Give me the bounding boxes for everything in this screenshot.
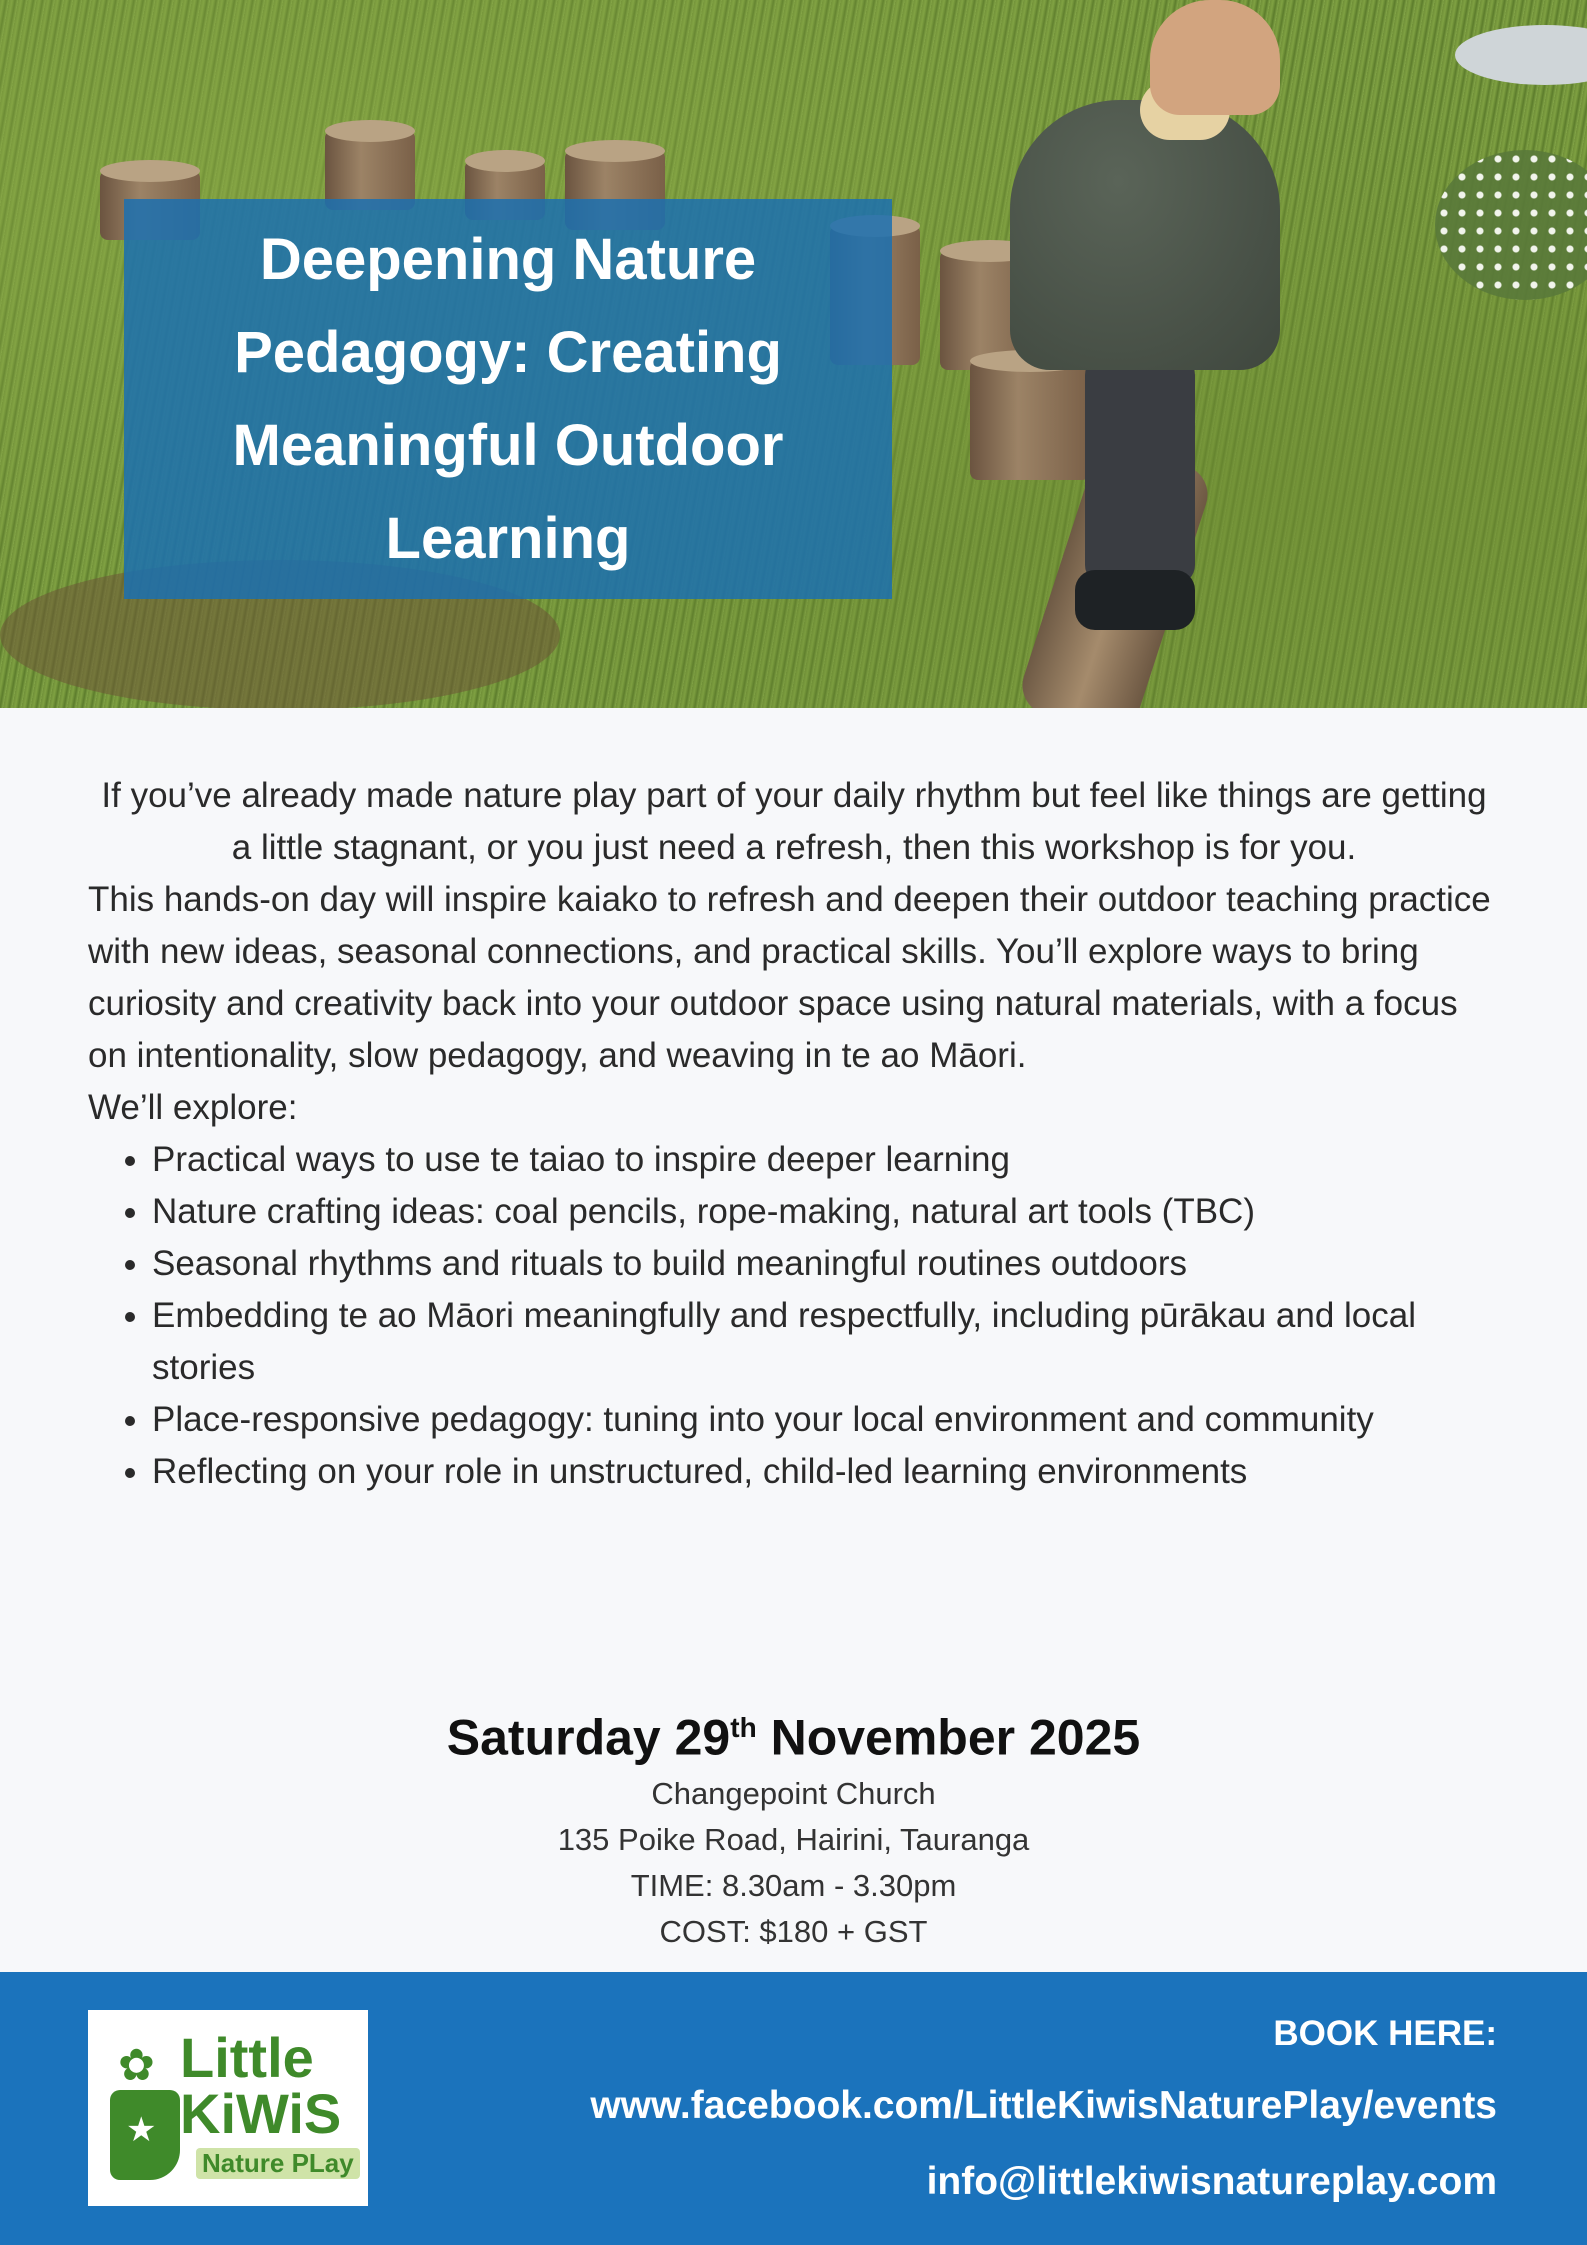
footer [0,1972,1587,2245]
event-time: TIME: 8.30am - 3.30pm [630,1867,957,1903]
sprout-icon: ✿ [118,2041,155,2090]
flowers [1435,150,1587,300]
logo-text: Nature PLay [196,2148,360,2179]
cable-spool-table [1455,25,1587,85]
event-date: Saturday 29th November 2025 [446,1709,1141,1766]
child-hat [1150,0,1280,115]
list-item: • Embedding te ao Māori meaningfully and respectfully, including pūrākau and local stories [152,1290,1500,1394]
logo-text: KiWiS [180,2082,342,2145]
list-item: • Nature crafting ideas: coal pencils, rope-making, natural art tools (TBC) [152,1186,1500,1238]
event-cost: COST: $180 + GST [659,1913,928,1949]
logo-text: Little [180,2026,314,2089]
child-shoe [1075,570,1195,630]
star-icon: ★ [126,2111,157,2149]
list-item: • Place-responsive pedagogy: tuning into your local environment and community [152,1394,1500,1446]
child-jacket [1010,100,1280,370]
event-address: 135 Poike Road, Hairini, Tauranga [557,1821,1030,1857]
workshop-description [88,770,1500,1498]
list-item: • Seasonal rhythms and rituals to build meaningful routines outdoors [152,1238,1500,1290]
list-item: • Practical ways to use te taiao to inspire deeper learning [152,1134,1500,1186]
hero-photo [0,0,1587,708]
book-heading: BOOK HERE: [1273,2014,1497,2053]
explore-list [88,1134,1500,1498]
email-link[interactable]: info@littlekiwisnatureplay.com [926,2160,1497,2203]
list-item: • Reflecting on your role in unstructured, child-led learning environments [152,1446,1500,1498]
tree-stump [970,360,1090,480]
facebook-link[interactable]: www.facebook.com/LittleKiwisNaturePlay/events [590,2084,1497,2127]
child-legs [1085,355,1195,585]
title-box [124,199,892,599]
tree-stump [325,130,415,210]
description-text: This hands-on day will inspire kaiako to refresh and deepen their outdoor teaching practice with new ideas, seasonal connections, and practical skills. You’ll explore ways to bring curiosity and creativity back into your outdoor space using natural materials, with a focus on intentionality, slow pedagogy, and weaving in te ao Māori. [88,880,1491,1075]
page-title: Deepening Nature Pedagogy: Creating Meaningful Outdoor Learning [232,227,784,571]
explore-heading: We’ll explore: [88,1088,298,1127]
event-venue: Changepoint Church [651,1775,936,1811]
little-kiwis-logo [88,2010,368,2206]
event-details [0,1695,1587,1955]
intro-text: If you’ve already made nature play part of your daily rhythm but feel like things are getting a little stagnant, or you just need a refresh, then this workshop is for you. [101,776,1487,867]
